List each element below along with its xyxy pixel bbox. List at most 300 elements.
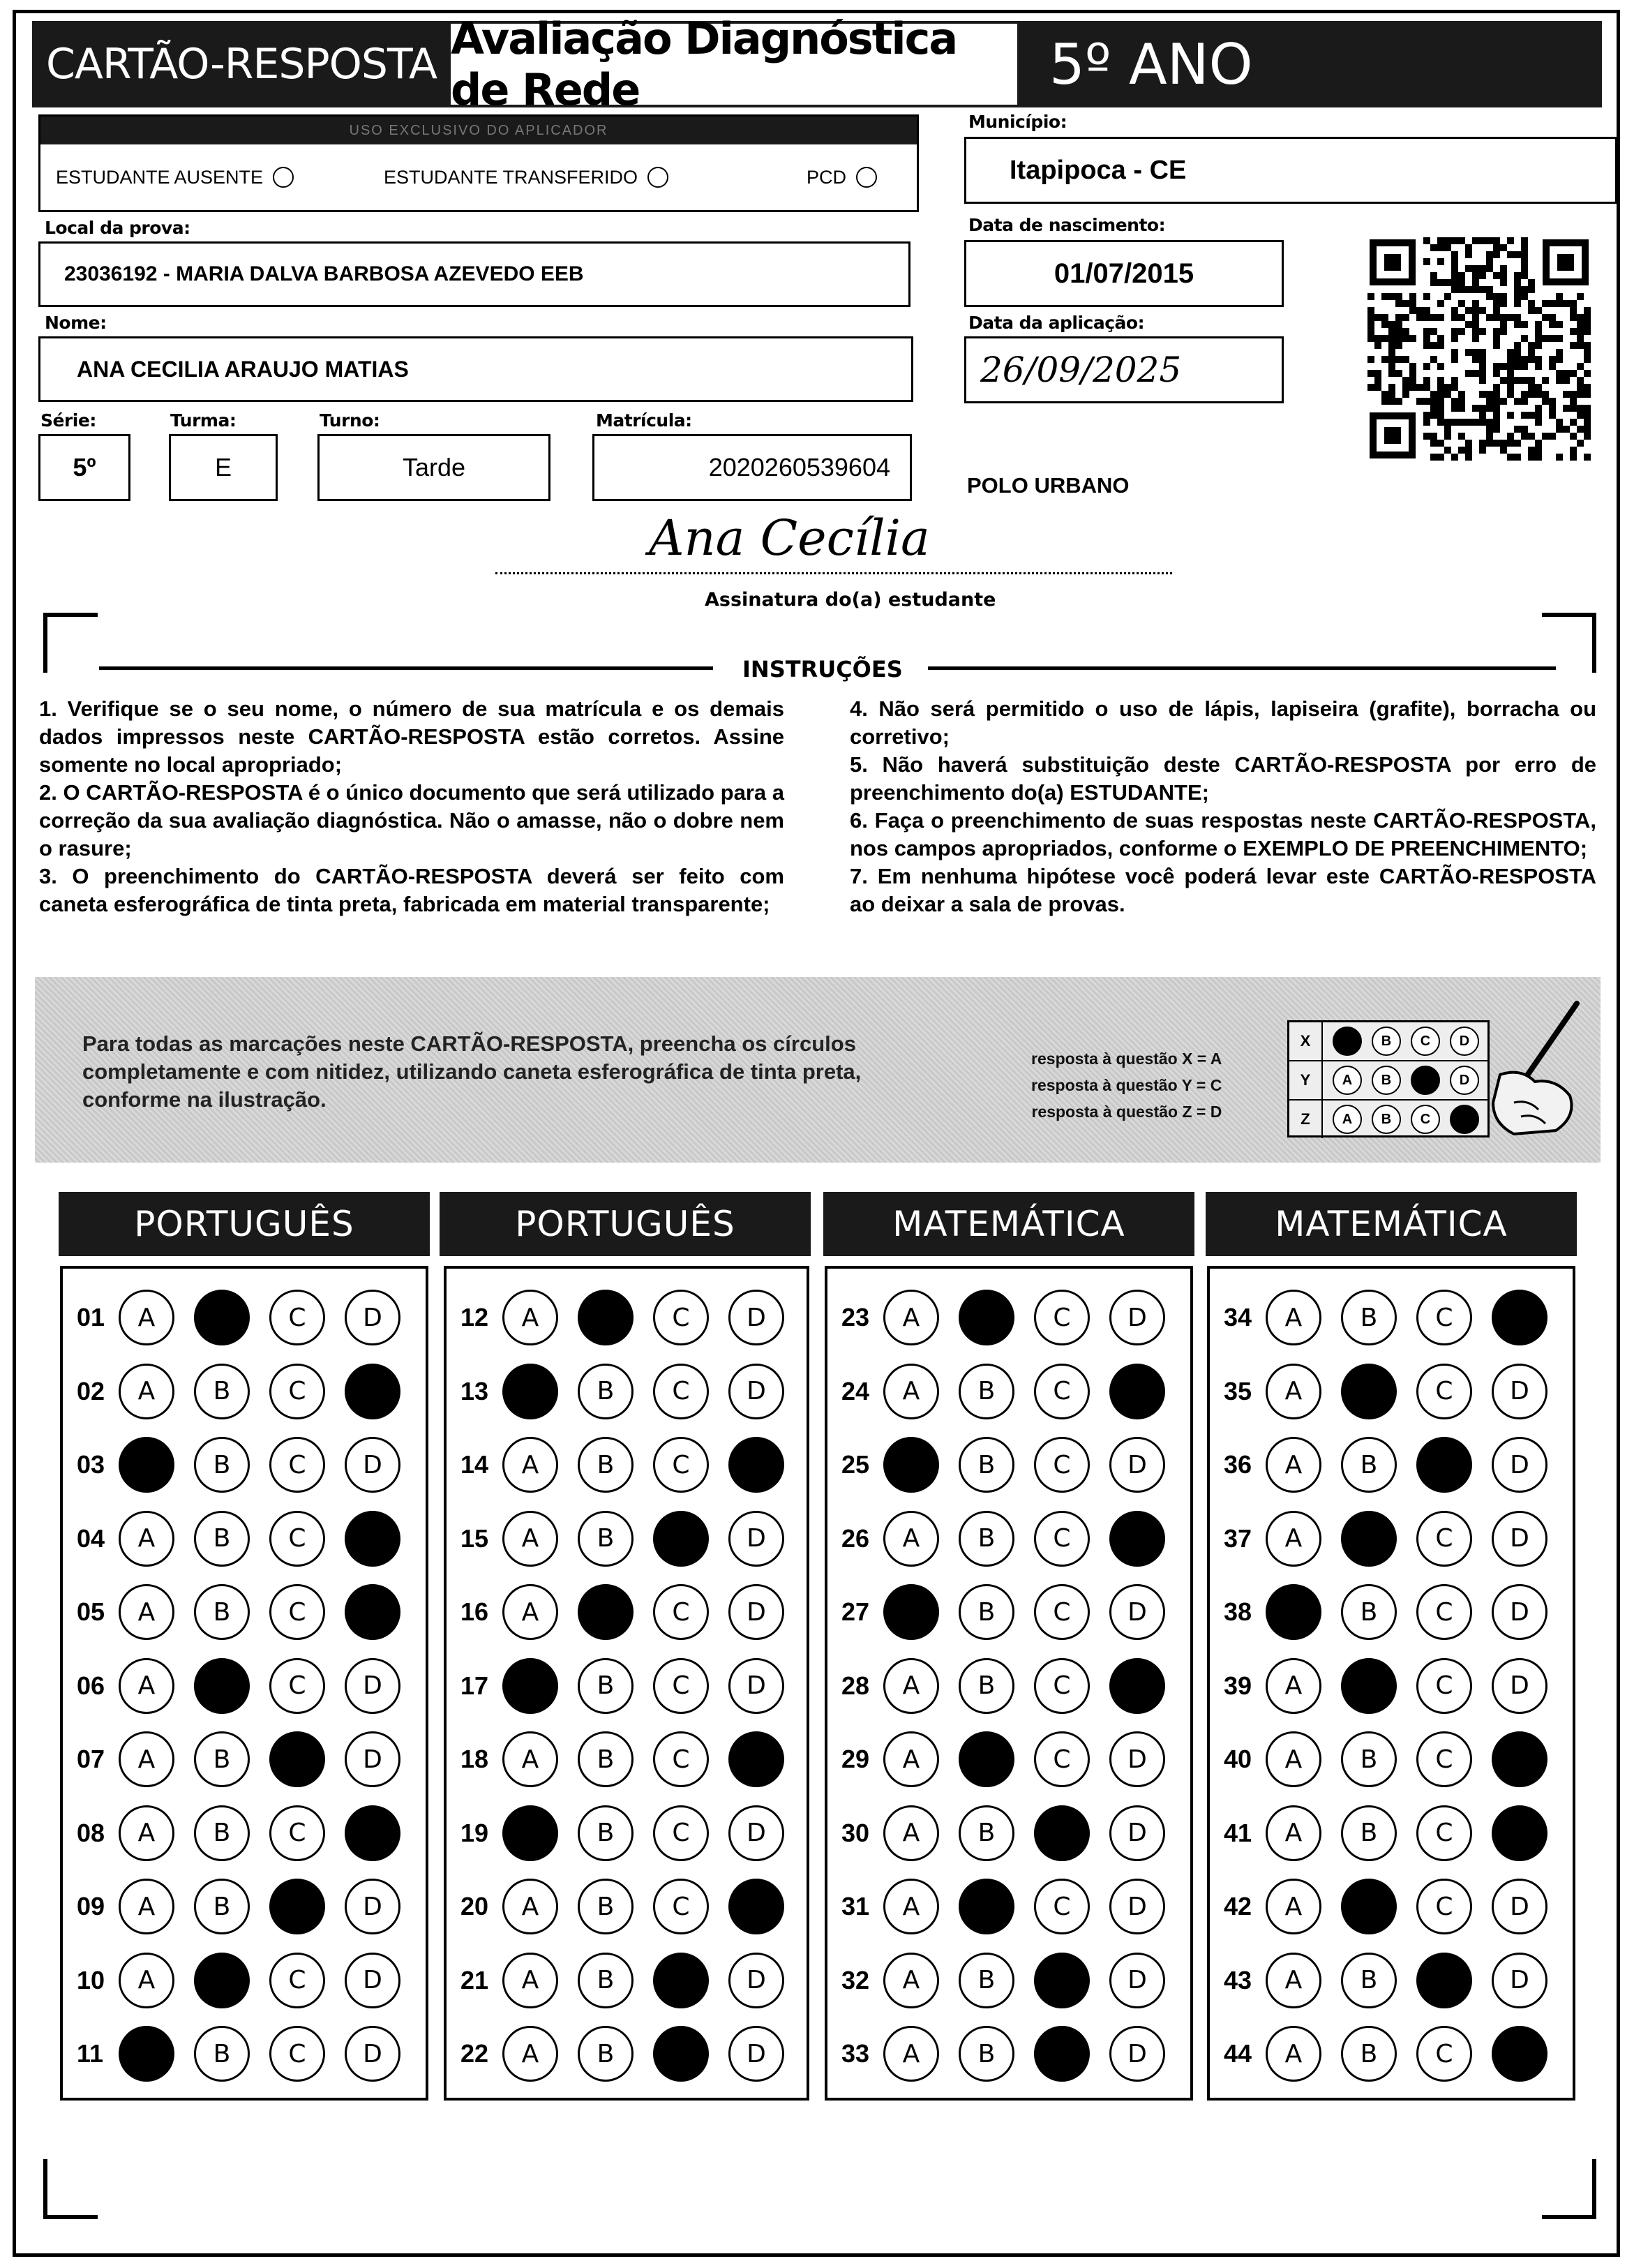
answer-bubble-b[interactable]: B — [959, 1658, 1014, 1714]
answer-bubble-d[interactable]: D — [728, 1953, 784, 2008]
qr-module — [1388, 328, 1395, 335]
answer-bubble-a[interactable]: A — [1266, 1731, 1321, 1787]
answer-bubble-c[interactable]: C — [269, 1511, 325, 1567]
answer-bubble-a[interactable]: A — [502, 1879, 558, 1934]
answer-bubble-d[interactable]: D — [1492, 1879, 1547, 1934]
answer-bubble-d[interactable]: D — [1109, 1290, 1165, 1345]
qr-module — [1458, 447, 1465, 454]
qr-module — [1437, 300, 1444, 307]
nascimento-field: 01/07/2015 — [964, 240, 1284, 307]
answer-bubble-d[interactable]: D — [1109, 1731, 1165, 1787]
qr-module — [1493, 328, 1500, 335]
question-row — [1224, 1358, 1567, 1425]
question-row — [460, 2020, 804, 2087]
answer-bubble-b[interactable]: B — [1341, 2026, 1397, 2082]
answer-bubble-c[interactable]: C — [269, 1437, 325, 1493]
answer-bubble-b[interactable]: B — [959, 1953, 1014, 2008]
instr-rule-right — [928, 666, 1556, 670]
answer-bubble-d[interactable]: D — [1109, 1805, 1165, 1861]
answer-bubble-c[interactable]: C — [1416, 1805, 1472, 1861]
turma-field: E — [169, 434, 278, 501]
answer-bubble-d[interactable]: D — [1492, 1658, 1547, 1714]
qr-module — [1395, 321, 1402, 328]
qr-module — [1423, 328, 1430, 335]
answer-bubble-b[interactable]: B — [959, 1290, 1014, 1345]
answer-bubble-c[interactable]: C — [269, 1290, 325, 1345]
qr-module — [1451, 454, 1458, 461]
answer-bubble-d[interactable]: D — [728, 1879, 784, 1934]
answer-bubble-b[interactable]: B — [578, 1364, 634, 1419]
answer-bubble-d[interactable]: D — [1109, 2026, 1165, 2082]
answer-bubble-c[interactable]: C — [1416, 1584, 1472, 1640]
answer-bubble-b[interactable]: B — [1341, 1584, 1397, 1640]
qr-module — [1500, 314, 1507, 321]
answer-bubble-d[interactable]: D — [345, 1364, 400, 1419]
hand-pen-icon — [1472, 998, 1591, 1137]
answer-bubble-a[interactable]: A — [502, 1437, 558, 1493]
question-number: 08 — [77, 1818, 105, 1847]
answer-bubble-d[interactable]: D — [1492, 1584, 1547, 1640]
qr-module — [1451, 307, 1458, 314]
answer-bubble-c[interactable]: C — [1034, 2026, 1090, 2082]
answer-bubble-c[interactable]: C — [269, 1364, 325, 1419]
answer-bubble-a[interactable]: A — [1266, 1511, 1321, 1567]
qr-module — [1542, 398, 1549, 405]
qr-module — [1549, 300, 1556, 307]
answer-bubble-d[interactable]: D — [728, 1731, 784, 1787]
answer-bubble-c[interactable]: C — [1034, 1805, 1090, 1861]
qr-module — [1458, 391, 1465, 398]
answer-bubble-b[interactable]: B — [1341, 1290, 1397, 1345]
answer-bubble-c[interactable]: C — [653, 1805, 709, 1861]
qr-module — [1437, 440, 1444, 447]
answer-bubble-d[interactable]: D — [1492, 1953, 1547, 2008]
pcd-circle[interactable] — [856, 167, 877, 188]
answer-bubble-b[interactable]: B — [194, 1584, 250, 1640]
serie-label: Série: — [40, 410, 96, 431]
matricula-field: 2020260539604 — [592, 434, 912, 501]
question-row — [77, 1358, 420, 1425]
answer-bubble-a[interactable]: A — [1266, 1290, 1321, 1345]
qr-module — [1542, 300, 1549, 307]
qr-module — [1528, 300, 1535, 307]
qr-module — [1500, 279, 1507, 286]
qr-module — [1486, 419, 1493, 426]
qr-module — [1472, 300, 1479, 307]
answer-bubble-c[interactable]: C — [269, 1805, 325, 1861]
answer-bubble-d[interactable]: D — [1492, 1437, 1547, 1493]
qr-module — [1430, 412, 1437, 419]
qr-module — [1570, 370, 1577, 377]
answer-bubble-d[interactable]: D — [1109, 1953, 1165, 2008]
answer-bubble-c[interactable]: C — [1034, 1290, 1090, 1345]
qr-module — [1549, 433, 1556, 440]
question-row — [841, 1358, 1185, 1425]
answer-bubble-a[interactable]: A — [1266, 1805, 1321, 1861]
answer-bubble-a[interactable]: A — [883, 1953, 939, 2008]
answer-bubble-b[interactable]: B — [194, 1511, 250, 1567]
answer-bubble-d[interactable]: D — [728, 1584, 784, 1640]
qr-module — [1556, 356, 1563, 363]
instructions-right — [850, 695, 1596, 918]
qr-module — [1521, 391, 1528, 398]
answer-bubble-b[interactable]: B — [959, 1437, 1014, 1493]
question-number: 27 — [841, 1597, 870, 1626]
qr-module — [1472, 335, 1479, 342]
answer-bubble-b[interactable]: B — [1341, 1879, 1397, 1934]
question-number: 01 — [77, 1303, 105, 1331]
question-number: 26 — [841, 1523, 870, 1553]
qr-module — [1584, 384, 1591, 391]
answer-bubble-b[interactable]: B — [1341, 1731, 1397, 1787]
answer-bubble-c[interactable]: C — [269, 1584, 325, 1640]
answer-bubble-a[interactable]: A — [119, 1658, 174, 1714]
answer-bubble-c[interactable]: C — [1416, 1731, 1472, 1787]
qr-module — [1451, 314, 1458, 321]
answer-bubble-c[interactable]: C — [653, 1953, 709, 2008]
answer-bubble-d[interactable]: D — [1492, 1511, 1547, 1567]
qr-module — [1423, 237, 1430, 244]
answer-bubble-b[interactable]: B — [1341, 1805, 1397, 1861]
answer-bubble-b[interactable]: B — [1341, 1658, 1397, 1714]
qr-module — [1409, 377, 1416, 384]
corner-bottom-left — [43, 2159, 98, 2219]
qr-module — [1521, 265, 1528, 272]
qr-module — [1381, 314, 1388, 321]
answer-bubble-c[interactable]: C — [1416, 1364, 1472, 1419]
answer-bubble-b[interactable]: B — [578, 1805, 634, 1861]
qr-module — [1556, 426, 1563, 433]
answer-bubble-d[interactable]: D — [345, 1879, 400, 1934]
answer-bubble-c[interactable]: C — [269, 2026, 325, 2082]
answer-bubble-b[interactable]: B — [194, 1364, 250, 1419]
answer-bubble-c[interactable]: C — [653, 1584, 709, 1640]
qr-module — [1577, 377, 1584, 384]
absent-option[interactable] — [56, 167, 384, 188]
answer-bubble-a[interactable]: A — [119, 1805, 174, 1861]
qr-module — [1430, 314, 1437, 321]
answer-bubble-a[interactable]: A — [883, 1511, 939, 1567]
qr-module — [1521, 412, 1528, 419]
qr-module — [1556, 321, 1563, 328]
qr-module — [1577, 440, 1584, 447]
qr-module — [1570, 307, 1577, 314]
qr-module — [1500, 244, 1507, 251]
qr-module — [1416, 384, 1423, 391]
answer-bubble-d[interactable]: D — [345, 1290, 400, 1345]
answer-bubble-c[interactable]: C — [269, 1658, 325, 1714]
question-row — [1224, 1431, 1567, 1498]
answer-bubble-c[interactable]: C — [653, 1437, 709, 1493]
qr-module — [1493, 272, 1500, 279]
answer-bubble-b[interactable]: B — [578, 1584, 634, 1640]
qr-module — [1465, 419, 1472, 426]
answer-bubble-b[interactable]: B — [194, 1658, 250, 1714]
answer-bubble-d[interactable]: D — [345, 1584, 400, 1640]
answer-bubble-b[interactable]: B — [1341, 1953, 1397, 2008]
answer-bubble-b[interactable]: B — [959, 1731, 1014, 1787]
question-number: 25 — [841, 1450, 870, 1479]
answer-bubble-b[interactable]: B — [959, 1364, 1014, 1419]
answer-bubble-a[interactable]: A — [502, 1511, 558, 1567]
answer-bubble-c[interactable]: C — [1034, 1658, 1090, 1714]
qr-module — [1465, 265, 1472, 272]
answer-bubble-d[interactable]: D — [728, 1437, 784, 1493]
qr-module — [1388, 356, 1395, 363]
answer-bubble-a[interactable]: A — [119, 1879, 174, 1934]
answer-bubble-a[interactable]: A — [883, 1364, 939, 1419]
qr-module — [1367, 293, 1374, 300]
qr-module — [1444, 293, 1451, 300]
answer-bubble-b[interactable]: B — [578, 1953, 634, 2008]
answer-bubble-b[interactable]: B — [194, 2026, 250, 2082]
answer-bubble-c[interactable]: C — [1416, 1511, 1472, 1567]
answer-bubble-a[interactable]: A — [119, 1437, 174, 1493]
answer-bubble-a[interactable]: A — [1266, 2026, 1321, 2082]
answer-bubble-c[interactable]: C — [653, 1731, 709, 1787]
answer-bubble-a[interactable]: A — [502, 1805, 558, 1861]
qr-module — [1395, 342, 1402, 349]
answer-bubble-a[interactable]: A — [1266, 1584, 1321, 1640]
qr-module — [1479, 363, 1486, 370]
answer-bubble-a[interactable]: A — [883, 1731, 939, 1787]
question-row — [1224, 1505, 1567, 1572]
answer-bubble-a[interactable]: A — [502, 1584, 558, 1640]
answer-bubble-b[interactable]: B — [578, 1290, 634, 1345]
absent-circle[interactable] — [273, 167, 294, 188]
answer-bubble-c[interactable]: C — [1034, 1511, 1090, 1567]
answer-bubble-d[interactable]: D — [345, 1953, 400, 2008]
answer-bubble-c[interactable]: C — [1034, 1879, 1090, 1934]
municipio-label: Município: — [968, 112, 1067, 132]
qr-module — [1472, 370, 1479, 377]
answer-bubble-b[interactable]: B — [959, 1879, 1014, 1934]
answer-bubble-d[interactable]: D — [345, 2026, 400, 2082]
answer-bubble-a[interactable]: A — [502, 2026, 558, 2082]
answer-bubble-a[interactable]: A — [502, 1364, 558, 1419]
answer-bubble-a[interactable]: A — [1266, 1437, 1321, 1493]
answer-bubble-b[interactable]: B — [194, 1290, 250, 1345]
answer-bubble-a[interactable]: A — [119, 1511, 174, 1567]
question-number: 07 — [77, 1745, 105, 1773]
answer-bubble-b[interactable]: B — [578, 1879, 634, 1934]
answer-bubble-d[interactable]: D — [728, 1805, 784, 1861]
answer-bubble-c[interactable]: C — [653, 1290, 709, 1345]
answer-bubble-c[interactable]: C — [1416, 1290, 1472, 1345]
qr-module — [1472, 272, 1479, 279]
answer-bubble-d[interactable]: D — [345, 1437, 400, 1493]
answer-bubble-d[interactable]: D — [728, 1290, 784, 1345]
answer-bubble-a[interactable]: A — [502, 1953, 558, 2008]
answer-bubble-d[interactable]: D — [1109, 1364, 1165, 1419]
answer-bubble-b[interactable]: B — [194, 1879, 250, 1934]
qr-module — [1423, 377, 1430, 384]
answer-bubble-d[interactable]: D — [1109, 1437, 1165, 1493]
qr-module — [1486, 391, 1493, 398]
qr-module — [1514, 300, 1521, 307]
qr-module — [1507, 384, 1514, 391]
answer-bubble-b[interactable]: B — [959, 1805, 1014, 1861]
answer-bubble-a[interactable]: A — [1266, 1953, 1321, 2008]
answer-bubble-c[interactable]: C — [1416, 1658, 1472, 1714]
qr-module — [1444, 244, 1451, 251]
qr-module — [1437, 363, 1444, 370]
qr-module — [1479, 237, 1486, 244]
answer-bubble-c[interactable]: C — [653, 1879, 709, 1934]
answer-bubble-a[interactable]: A — [883, 1658, 939, 1714]
answer-bubble-c[interactable]: C — [1034, 1953, 1090, 2008]
answer-bubble-a[interactable]: A — [502, 1658, 558, 1714]
qr-module — [1444, 384, 1451, 391]
qr-module — [1367, 328, 1374, 335]
answer-bubble-b[interactable]: B — [194, 1805, 250, 1861]
answer-bubble-c[interactable]: C — [653, 1511, 709, 1567]
answer-bubble-d[interactable]: D — [1492, 1290, 1547, 1345]
question-row — [1224, 1873, 1567, 1940]
signature-label: Assinatura do(a) estudante — [705, 589, 996, 611]
qr-module — [1479, 440, 1486, 447]
answer-bubble-a[interactable]: A — [119, 1290, 174, 1345]
answer-bubble-b[interactable]: B — [194, 1953, 250, 2008]
answer-bubble-d[interactable]: D — [1492, 1364, 1547, 1419]
qr-module — [1430, 328, 1437, 335]
question-number: 40 — [1224, 1745, 1252, 1773]
qr-module — [1542, 377, 1549, 384]
answer-bubble-d[interactable]: D — [345, 1658, 400, 1714]
answer-bubble-a[interactable]: A — [119, 1731, 174, 1787]
answer-bubble-a[interactable]: A — [883, 1879, 939, 1934]
answer-bubble-b[interactable]: B — [194, 1731, 250, 1787]
qr-module — [1542, 335, 1549, 342]
answer-bubble-b[interactable]: B — [959, 2026, 1014, 2082]
name-label: Nome: — [45, 313, 107, 333]
qr-module — [1563, 370, 1570, 377]
qr-module — [1507, 251, 1514, 258]
qr-module — [1479, 391, 1486, 398]
answer-bubble-d[interactable]: D — [728, 1658, 784, 1714]
answer-bubble-a[interactable]: A — [883, 1290, 939, 1345]
qr-module — [1514, 293, 1521, 300]
question-number: 14 — [460, 1450, 489, 1479]
qr-module — [1465, 440, 1472, 447]
qr-module — [1486, 433, 1493, 440]
qr-module — [1479, 328, 1486, 335]
answer-bubble-d[interactable]: D — [345, 1805, 400, 1861]
qr-module — [1423, 293, 1430, 300]
qr-module — [1570, 454, 1577, 461]
qr-module — [1584, 412, 1591, 419]
answer-bubble-a[interactable]: A — [119, 2026, 174, 2082]
answer-bubble-d[interactable]: D — [1492, 1805, 1547, 1861]
qr-module — [1437, 258, 1444, 265]
answer-bubble-d[interactable]: D — [1109, 1511, 1165, 1567]
answer-bubble-a[interactable]: A — [883, 1805, 939, 1861]
answer-bubble-c[interactable]: C — [1416, 1437, 1472, 1493]
answer-bubble-b[interactable]: B — [578, 1658, 634, 1714]
answer-bubble-a[interactable]: A — [119, 1364, 174, 1419]
answer-bubble-d[interactable]: D — [345, 1731, 400, 1787]
answer-bubble-a[interactable]: A — [883, 1437, 939, 1493]
qr-module — [1458, 433, 1465, 440]
answer-bubble-a[interactable]: A — [1266, 1879, 1321, 1934]
legend-x: resposta à questão X = A — [1031, 1050, 1222, 1068]
answer-bubble-c[interactable]: C — [1034, 1364, 1090, 1419]
qr-module — [1430, 405, 1437, 412]
answer-bubble-a[interactable]: A — [119, 1953, 174, 2008]
answer-bubble-c[interactable]: C — [653, 1658, 709, 1714]
answer-bubble-c[interactable]: C — [1034, 1437, 1090, 1493]
answer-bubble-c[interactable]: C — [1416, 1953, 1472, 2008]
answer-bubble-c[interactable]: C — [269, 1879, 325, 1934]
qr-module — [1535, 328, 1542, 335]
answer-bubble-b[interactable]: B — [578, 1731, 634, 1787]
answer-bubble-d[interactable]: D — [728, 2026, 784, 2082]
answer-bubble-b[interactable]: B — [959, 1511, 1014, 1567]
answer-bubble-b[interactable]: B — [959, 1584, 1014, 1640]
answer-bubble-a[interactable]: A — [883, 2026, 939, 2082]
answer-bubble-b[interactable]: B — [1341, 1437, 1397, 1493]
answer-bubble-c[interactable]: C — [1416, 1879, 1472, 1934]
answer-bubble-c[interactable]: C — [653, 1364, 709, 1419]
answer-bubble-b[interactable]: B — [1341, 1364, 1397, 1419]
qr-module — [1388, 398, 1395, 405]
example-bubble: B — [1372, 1105, 1401, 1134]
answer-bubble-b[interactable]: B — [578, 2026, 634, 2082]
answer-bubble-c[interactable]: C — [269, 1953, 325, 2008]
answer-bubble-c[interactable]: C — [1034, 1731, 1090, 1787]
header-bar — [32, 13, 1602, 115]
pcd-option[interactable] — [807, 167, 877, 188]
answer-bubble-b[interactable]: B — [194, 1437, 250, 1493]
answer-bubble-d[interactable]: D — [1492, 2026, 1547, 2082]
question-number: 42 — [1224, 1892, 1252, 1920]
answer-bubble-d[interactable]: D — [345, 1511, 400, 1567]
qr-module — [1458, 272, 1465, 279]
qr-module — [1535, 391, 1542, 398]
transferred-option[interactable] — [384, 167, 807, 188]
answer-bubble-d[interactable]: D — [1109, 1879, 1165, 1934]
answer-bubble-a[interactable]: A — [883, 1584, 939, 1640]
qr-module — [1528, 349, 1535, 356]
qr-module — [1430, 279, 1437, 286]
qr-module — [1458, 279, 1465, 286]
example-bubble: C — [1411, 1027, 1440, 1056]
qr-module — [1437, 391, 1444, 398]
answer-bubble-c[interactable]: C — [269, 1731, 325, 1787]
answer-bubble-c[interactable]: C — [1416, 2026, 1472, 2082]
qr-module — [1409, 370, 1416, 377]
answer-bubble-d[interactable]: D — [728, 1511, 784, 1567]
answer-bubble-a[interactable]: A — [1266, 1658, 1321, 1714]
answer-bubble-d[interactable]: D — [1109, 1658, 1165, 1714]
answer-bubble-a[interactable]: A — [1266, 1364, 1321, 1419]
answer-bubble-d[interactable]: D — [1109, 1584, 1165, 1640]
answer-bubble-b[interactable]: B — [578, 1511, 634, 1567]
answer-bubble-c[interactable]: C — [653, 2026, 709, 2082]
transferred-circle[interactable] — [647, 167, 668, 188]
qr-module — [1535, 356, 1542, 363]
answer-bubble-d[interactable]: D — [1492, 1731, 1547, 1787]
answer-bubble-b[interactable]: B — [1341, 1511, 1397, 1567]
question-row — [77, 1652, 420, 1719]
answer-bubble-a[interactable]: A — [502, 1290, 558, 1345]
answer-bubble-b[interactable]: B — [578, 1437, 634, 1493]
question-number: 37 — [1224, 1523, 1252, 1553]
answer-bubble-a[interactable]: A — [502, 1731, 558, 1787]
answer-bubble-a[interactable]: A — [119, 1584, 174, 1640]
answer-bubble-d[interactable]: D — [728, 1364, 784, 1419]
answer-bubble-c[interactable]: C — [1034, 1584, 1090, 1640]
